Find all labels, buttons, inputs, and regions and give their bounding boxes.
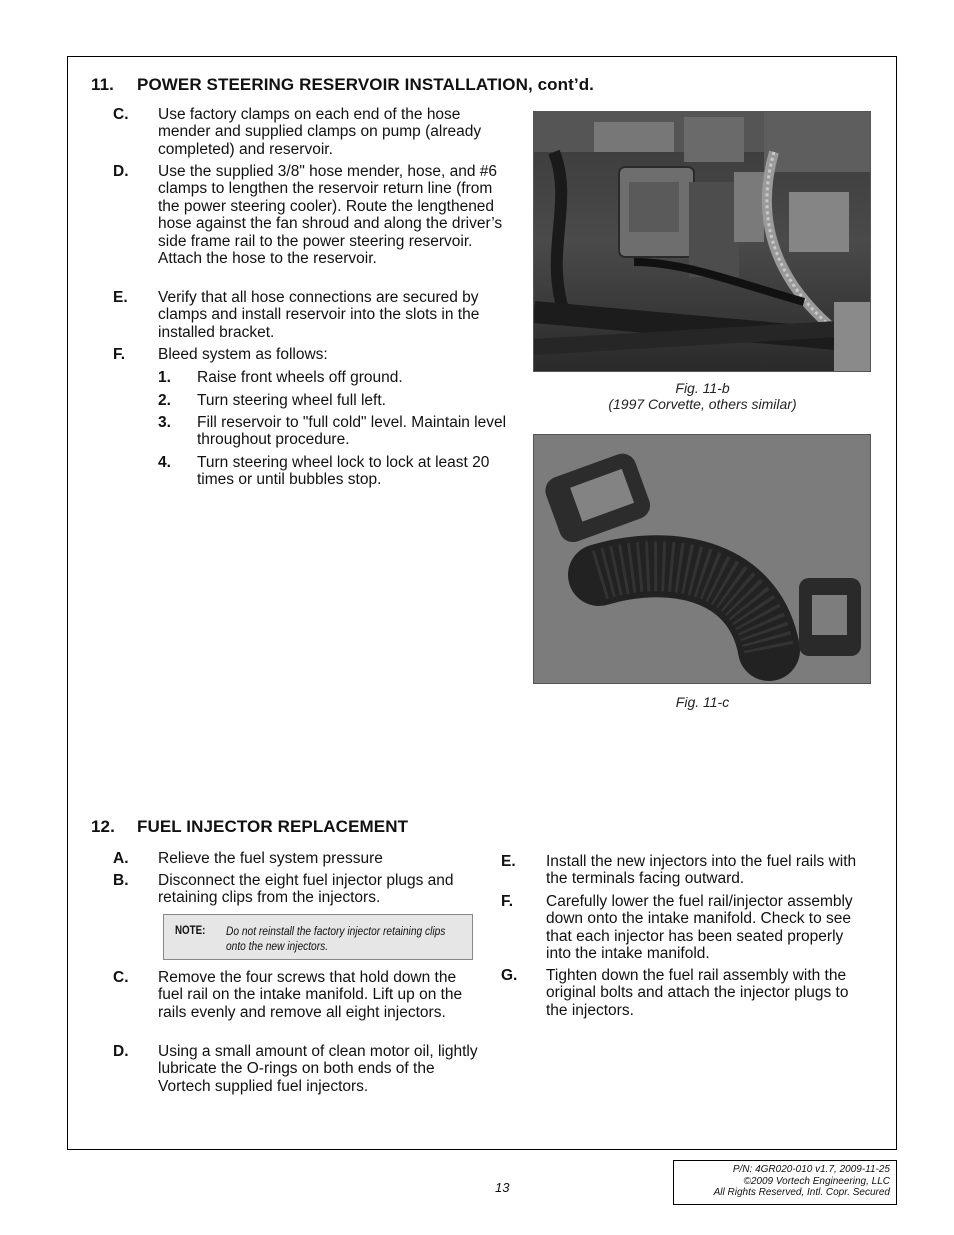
note-box: [163, 914, 473, 960]
substep-text: Turn steering wheel lock to lock at least 20 times or until bubbles stop.: [197, 454, 490, 489]
note-text: Do not reinstall the factory injector retaining clips onto the new injectors.: [226, 924, 446, 953]
section-11-heading: [91, 75, 594, 95]
substep-text: Turn steering wheel full left.: [197, 392, 386, 409]
step-12a: [113, 850, 493, 868]
step-11f: [113, 346, 513, 364]
step-label: C.: [113, 106, 129, 123]
step-text: Using a small amount of clean motor oil, lightly lubricate the O-rings on both ends of the Vortech supplied fuel injectors.: [158, 1043, 478, 1095]
step-label: G.: [501, 967, 518, 984]
section-12-number: 12.: [91, 817, 115, 836]
step-12b: [113, 872, 493, 908]
hose-pieces-photo: [533, 434, 871, 684]
step-text: Carefully lower the fuel rail/injector assembly down onto the intake manifold. Check to see that each injector has been seated properly into the intake manifold.: [546, 893, 853, 963]
substep-label: 2.: [158, 392, 171, 409]
step-text: Use factory clamps on each end of the hose mender and supplied clamps on pump (already completed) and reservoir.: [158, 106, 482, 158]
step-text: Use the supplied 3/8" hose mender, hose, and #6 clamps to lengthen the reservoir return line (from the power steering cooler). Route the lengthened hose against the fan shroud and along the driver’s side frame rail to the power steering reservoir. Attach the hose to the reservoir.: [158, 163, 503, 268]
step-11e: [113, 289, 513, 341]
engine-bay-illustration: [534, 112, 870, 371]
step-text: Remove the four screws that hold down the fuel rail on the intake manifold. Lift up on the rails evenly and remove all eight injectors.: [158, 969, 463, 1021]
step-12e: [501, 853, 871, 889]
step-11c: [113, 106, 513, 158]
step-label: E.: [113, 289, 128, 306]
step-12g: [501, 967, 871, 1021]
step-text: Disconnect the eight fuel injector plugs and retaining clips from the injectors.: [158, 872, 454, 907]
step-12f: [501, 893, 871, 963]
hose-pieces-illustration: [534, 435, 870, 683]
footer-info-box: [673, 1160, 897, 1205]
section-12-title: FUEL INJECTOR REPLACEMENT: [137, 817, 409, 836]
engine-bay-photo: [533, 111, 871, 372]
step-text: Verify that all hose connections are secured by clamps and install reservoir into the slots in the installed bracket.: [158, 289, 480, 341]
section-11-number: 11.: [91, 75, 114, 94]
step-label: D.: [113, 163, 129, 180]
step-11d: [113, 163, 513, 285]
substep-label: 4.: [158, 454, 171, 471]
substep-3: [158, 414, 508, 450]
rights-notice: All Rights Reserved, Intl. Copr. Secured: [713, 1187, 890, 1198]
section-12-heading: [91, 817, 408, 837]
substep-text: Raise front wheels off ground.: [197, 369, 403, 386]
step-text: Install the new injectors into the fuel rails with the terminals facing outward.: [546, 853, 857, 888]
step-label: F.: [501, 893, 514, 910]
figure-11b-caption-line1: Fig. 11-b: [675, 380, 730, 396]
step-label: B.: [113, 872, 129, 889]
step-text: Relieve the fuel system pressure: [158, 850, 383, 867]
step-text: Tighten down the fuel rail assembly with the original bolts and attach the injector plugs to the injectors.: [546, 967, 849, 1019]
section-11-title: POWER STEERING RESERVOIR INSTALLATION, cont’d.: [137, 75, 595, 94]
step-label: F.: [113, 346, 126, 363]
substep-1: [158, 369, 508, 387]
substep-2: [158, 392, 508, 410]
figure-11b-caption-line2: (1997 Corvette, others similar): [608, 396, 797, 412]
substep-label: 1.: [158, 369, 171, 386]
step-text: Bleed system as follows:: [158, 346, 328, 363]
step-label: C.: [113, 969, 129, 986]
page-number: 13: [495, 1180, 510, 1195]
figure-11b-caption: [560, 380, 845, 412]
substep-4: [158, 454, 508, 490]
step-12c: [113, 969, 493, 1039]
step-label: A.: [113, 850, 129, 867]
copyright: ©2009 Vortech Engineering, LLC: [743, 1175, 890, 1187]
figure-11c-caption: Fig. 11-c: [675, 694, 730, 710]
part-number: P/N: 4GR020-010 v1.7, 2009-11-25: [732, 1164, 890, 1175]
note-label: NOTE:: [175, 925, 206, 937]
step-12d: [113, 1043, 493, 1097]
substep-label: 3.: [158, 414, 171, 431]
substep-text: Fill reservoir to "full cold" level. Maintain level throughout procedure.: [197, 414, 507, 449]
step-label: E.: [501, 853, 516, 870]
step-label: D.: [113, 1043, 129, 1060]
